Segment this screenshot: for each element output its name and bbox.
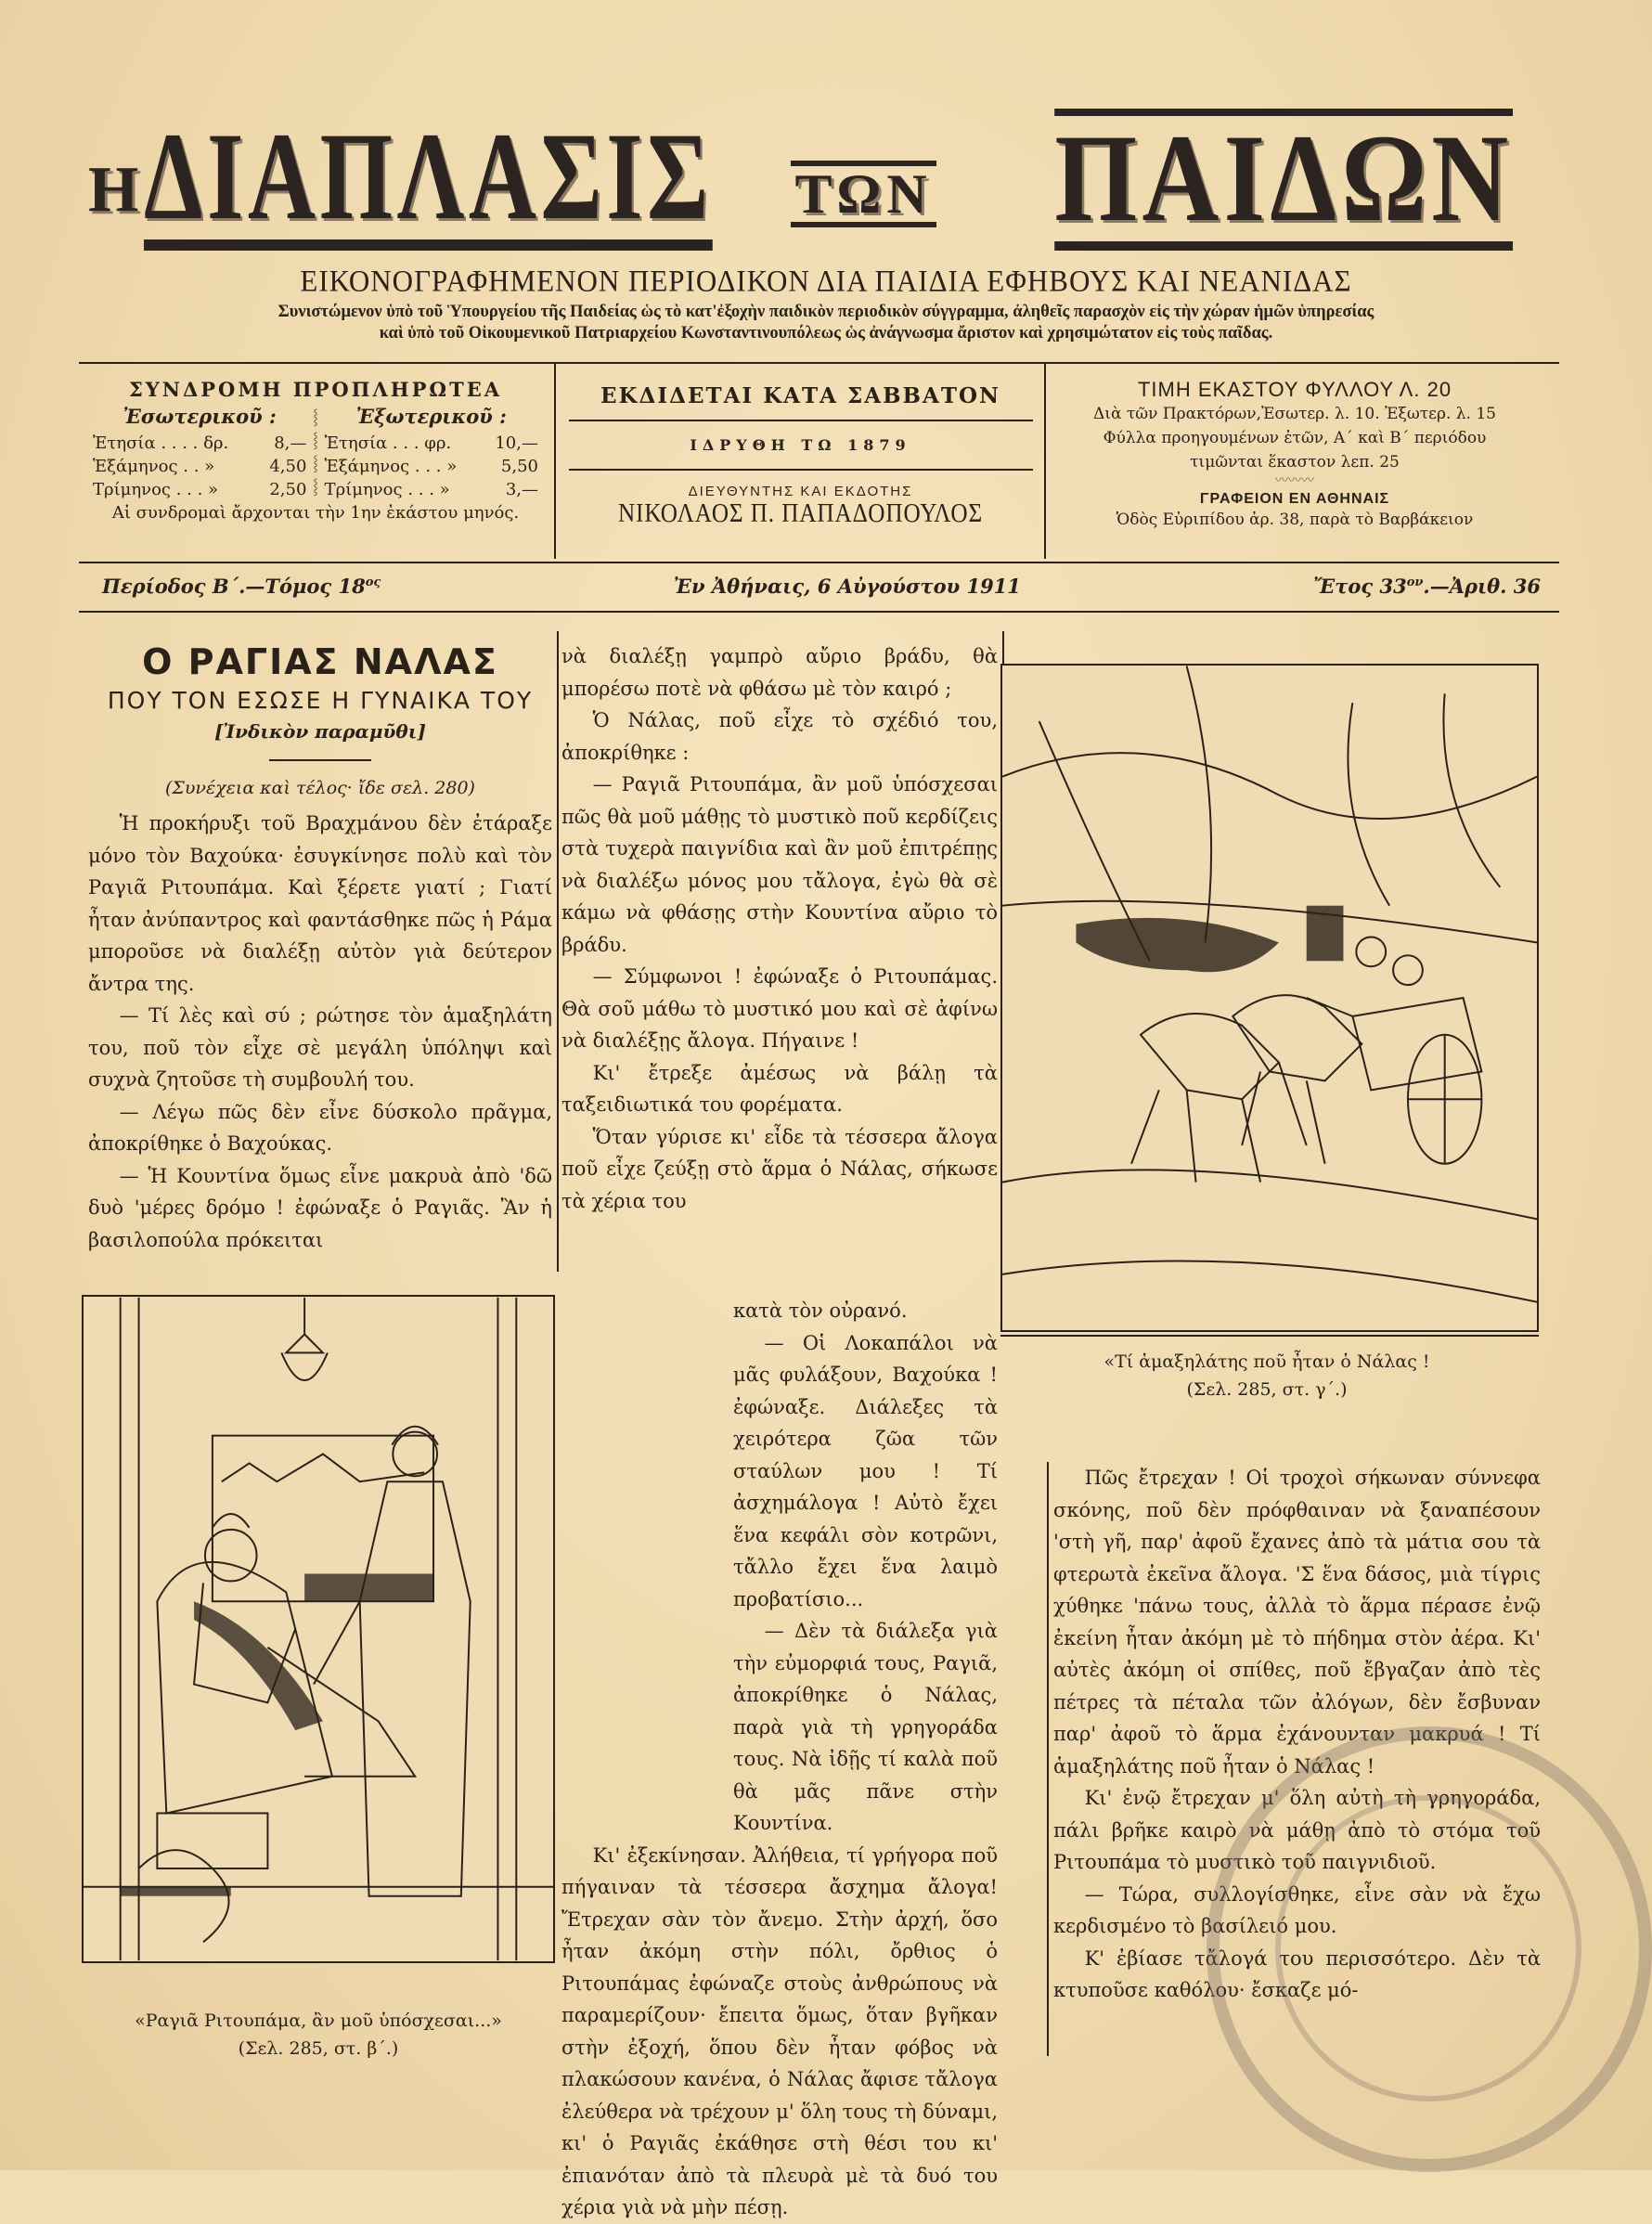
issue-date: Ἐν Ἀθήναις, 6 Αὐγούστου 1911: [673, 574, 1021, 598]
rate-value: 5,50: [500, 457, 538, 476]
illustration-chariot-scene: [1000, 664, 1539, 1332]
rate-label: Ἐτησία . . . φρ.: [324, 433, 452, 453]
rate-row: [325, 455, 538, 478]
foreign-rates: [325, 405, 538, 501]
divider: [1044, 364, 1046, 559]
rate-label: Ἐτησία . . . . δρ.: [93, 433, 229, 453]
rate-label: Τρίμηνος . . . »: [324, 480, 450, 499]
issue-number: Ἔτος $33^{o\nu}.—Ἀ\rho\iota\theta$. 36: [1313, 574, 1541, 598]
rate-value: 3,—: [505, 480, 538, 499]
illustration-palace-scene: [82, 1295, 555, 1963]
paragraph: — Τώρα, συλλογίσθηκε, εἶνε σὰν νὰ ἔχω κερδισμένο τὸ βασίλειό μου.: [1053, 1882, 1541, 1937]
paragraph: — Δὲν τὰ διάλεξα γιὰ τὴν εὐμορφιά τους, Ραγιᾶ, ἀποκρίθηκε ὁ Νάλας, παρὰ γιὰ τὴ γρηγοράδα τους. Νὰ ἰδῇς τί καλὰ ποῦ θὰ μᾶς πᾶνε στὴν Κουντίνα.: [733, 1620, 998, 1834]
rate-row: [325, 432, 538, 455]
paragraph: Κι' ἔτρεξε ἀμέσως νὰ βάλῃ τὰ ταξειδιωτικά του φορέματα.: [561, 1061, 998, 1116]
divider: [269, 759, 371, 761]
article-column-2-continued: [561, 1295, 998, 2224]
paragraph: Κ' ἐβίασε τἄλογά του περισσότερο. Δὲν τὰ κτυποῦσε καθόλου· ἔσκαζε μό-: [1053, 1946, 1541, 2001]
paragraph: — Σύμφωνοι ! ἐφώναξε ὁ Ριτουπάμας. Θὰ σοῦ μάθω τὸ μυστικό μου καὶ σὲ ἀφίνω νὰ διαλέξῃς ἄλογα. Πήγαινε !: [561, 965, 998, 1052]
paragraph: — Λέγω πῶς δὲν εἶνε δύσκολο πρᾶγμα, ἀποκρίθηκε ὁ Βαχούκας.: [88, 1100, 552, 1155]
masthead-subtitle: ΕΙΚΟΝΟΓΡΑΦΗΜΕΝΟΝ ΠΕΡΙΟΔΙΚΟΝ ΔΙΑ ΠΑΙΔΙΑ ΕΦΗΒΟΥΣ ΚΑΙ ΝΕΑΝΙΔΑΣ: [300, 264, 1352, 298]
rate-label: Ἑξάμηνος . . »: [93, 457, 215, 476]
subscription-note: Αἱ συνδρομαὶ ἄρχονται τὴν 1ην ἑκάστου μηνός.: [111, 503, 520, 523]
rate-row: [93, 432, 306, 455]
recommendation-line: καὶ ὑπὸ τοῦ Οἰκουμενικοῦ Πατριαρχείου Κωνσταντινουπόλεως ὡς ἀνάγνωσμα ἄριστον καὶ χρησιμώτατον εἰς τοὺς παῖδας.: [379, 324, 1273, 343]
subscription-box: [84, 367, 548, 552]
price-line: Φύλλα προηγουμένων ἐτῶν, Α΄ καὶ Β΄ περιόδου: [1103, 429, 1487, 447]
rate-label: Τρίμηνος . . . »: [93, 480, 219, 499]
subscription-title: ΣΥΝΔΡΟΜΗ ΠΡΟΠΛΗΡΩΤΕΑ: [128, 378, 503, 401]
rate-row: [325, 478, 538, 501]
rate-value: 4,50: [269, 457, 307, 476]
office-title: ΓΡΑΦΕΙΟΝ ΕΝ ΑΘΗΝΑΙΣ: [1199, 491, 1390, 507]
chariot-engraving: [1002, 666, 1537, 1330]
recommendation-line: Συνιστώμενον ὑπὸ τοῦ Ὑπουργείου τῆς Παιδείας ὡς τὸ κατ'ἐξοχὴν παιδικὸν περιοδικὸν σύγγραμμα, ἀληθεῖς παρασχὸν εἰς τὴν χώραν ἡμῶν ὑπηρεσίας: [277, 303, 1375, 321]
paragraph: κατὰ τὸν οὐρανό.: [733, 1299, 908, 1322]
column-divider: [557, 631, 559, 1272]
paragraph: Ἡ προκήρυξι τοῦ Βραχμάνου δὲν ἐτάραξε μόνο τὸν Βαχούκα· ἐσυγκίνησε πολὺ καὶ τὸν Ραγιᾶ Ριτουπάμα. Καὶ ξέρετε γιατί ; Γιατί ἦταν ἀνύπαντρος καὶ φαντάσθηκε πῶς ἡ Ράμα μποροῦσε νὰ διαλέξῃ αὐτὸν γιὰ δεύτερον ἄντρα της.: [88, 812, 552, 995]
paragraph: νὰ διαλέξῃ γαμπρὸ αὔριο βράδυ, θὰ μπορέσω ποτὲ νὰ φθάσω μὲ τὸν καιρό ;: [561, 645, 998, 700]
masthead-article: Η: [88, 154, 145, 226]
article-title: Ο ΡΑΓΙΑΣ ΝΑΛΑΣ: [142, 641, 498, 682]
divider: [554, 364, 556, 559]
paragraph: — Τί λὲς καὶ σύ ; ρώτησε τὸν ἁμαξηλάτη του, ποῦ τὸν εἶχε σὲ μεγάλη ὑπόληψι καὶ συχνὰ ζητοῦσε τὴ συμβουλή του.: [88, 1004, 552, 1091]
paragraph: Ὅταν γύρισε κι' εἶδε τὰ τέσσερα ἄλογα ποῦ εἶχε ζεύξῃ στὸ ἅρμα ὁ Νάλας, σήκωσε τὰ χέρια του: [561, 1125, 998, 1212]
divider: [1000, 1335, 1539, 1337]
issue-period: Περίοδος Β΄.—Τόμος $18^{o\varsigma}$: [102, 574, 381, 598]
foreign-heading: Ἐξωτερικοῦ :: [355, 405, 507, 428]
recommendation-text: [93, 302, 1559, 344]
price-line: τιμῶνται ἕκαστον λεπ. 25: [1190, 453, 1400, 472]
divider: [79, 562, 1559, 563]
ornament-squiggle: 〰〰〰: [1275, 473, 1314, 488]
article-column-3: [1053, 1462, 1541, 2007]
column-divider: [1047, 1462, 1049, 2056]
article-column-1: [88, 640, 552, 1256]
rate-row: [93, 478, 306, 501]
article-subtitle: ΠΟΥ ΤΟΝ ΕΣΩΣΕ Η ΓΥΝΑΙΚΑ ΤΟΥ: [107, 687, 534, 714]
article-genre: [Ἰνδικὸν παραμῦθι]: [214, 720, 426, 743]
rate-row: [93, 455, 306, 478]
divider: [569, 469, 1033, 471]
masthead: [88, 108, 1513, 251]
price-line: Διὰ τῶν Πρακτόρων,Ἐσωτερ. λ. 10. Ἐξωτερ. λ. 15: [1093, 405, 1496, 423]
paragraph: — Ἡ Κουντίνα ὅμως εἶνε μακρυὰ ἀπὸ 'δῶ δυὸ 'μέρες δρόμο ! ἐφώναξε ὁ Ραγιᾶς. Ἂν ἡ βασιλοπούλα πρόκειται: [88, 1164, 552, 1251]
director-label: ΔΙΕΥΘΥΝΤΗΣ ΚΑΙ ΕΚΔΟΤΗΣ: [688, 484, 913, 499]
caption-reference: (Σελ. 285, στ. β΄.): [238, 2038, 399, 2059]
illustration-caption: [1021, 1348, 1513, 1403]
paragraph: Ὁ Νάλας, ποῦ εἶχε τὸ σχέδιό του, ἀποκρίθηκε :: [561, 709, 998, 764]
publication-box: [561, 367, 1039, 552]
price-title: ΤΙΜΗ ΕΚΑΣΤΟΥ ΦΥΛΛΟΥ Λ. 20: [1137, 378, 1452, 401]
paragraph: Πῶς ἔτρεχαν ! Οἱ τροχοὶ σήκωναν σύννεφα σκόνης, ποῦ δὲν πρόφθαιναν νὰ ξαναπέσουν 'στὴ γῆ, παρ' ἀφοῦ ἔχανες ἀπὸ τὰ μάτια σου τὰ φτερωτὰ ἐκεῖνα ἄλογα. 'Σ ἕνα δάσος, μιὰ τίγρις χύθηκε 'πάνω τους, ἀλλὰ τὸ ἅρμα πέρασε ἐνῷ ἐκείνη ἦταν ἀκόμη μὲ τὸ πήδημα στὸν ἀέρα. Κι' αὐτὲς ἀκόμη οἱ σπίθες, ποῦ ἔβγαζαν ἀπὸ τὲς πέτρες τὰ πέταλα τῶν ἀλόγων, δὲν ἔσβυναν παρ' ἀφοῦ τὸ ἅρμα ἐχάνουνταν μακρυά ! Τί ἁμαξηλάτης ποῦ ἦταν ὁ Νάλας !: [1053, 1467, 1541, 1778]
domestic-heading: Ἐσωτερικοῦ :: [123, 405, 277, 428]
article-column-2: [561, 640, 998, 1217]
palace-engraving: [84, 1297, 553, 1961]
director-name: ΝΙΚΟΛΑΟΣ Π. ΠΑΠΑΔΟΠΟΥΛΟΣ: [617, 499, 984, 528]
divider: [569, 420, 1033, 421]
paragraph: — Ραγιᾶ Ριτουπάμα, ἂν μοῦ ὑπόσχεσαι πῶς θὰ μοῦ μάθῃς τὸ μυστικὸ ποῦ κερδίζεις στὰ τυχερὰ παιγνίδια καὶ ἂν μοῦ ἐπιτρέπῃς νὰ διαλέξω μόνος μου τἄλογα, ἐγὼ θὰ σὲ κάμω νὰ φθάσῃς στὴν Κουντίνα αὔριο τὸ βράδυ.: [561, 773, 998, 956]
domestic-rates: [93, 405, 306, 501]
publication-schedule: ΕΚΔΙΔΕΤΑΙ ΚΑΤΑ ΣΑΒΒΑΤΟΝ: [600, 383, 1001, 408]
rate-value: 10,—: [495, 433, 538, 453]
paragraph: — Οἱ Λοκαπάλοι νὰ μᾶς φυλάξουν, Βαχούκα ! ἐφώναξε. Διάλεξες τὰ χειρότερα ζῶα τῶν σταύλων μου ! Τί ἀσχημάλογα ! Αὐτὸ ἔχει ἕνα κεφάλι σὸν κοτρῶνι, τἄλλο ἔχει ἕνα λαιμὸ προβατίσιο...: [733, 1331, 998, 1610]
founded-year: ΙΔΡΥΘΗ ΤΩ 1879: [690, 436, 911, 454]
rate-value: 8,—: [274, 433, 307, 453]
illustration-caption: [82, 2007, 555, 2062]
masthead-title-ton: ΤΩΝ: [791, 161, 936, 227]
paragraph: Κι' ἐνῷ ἔτρεχαν μ' ὅλη αὐτὴ τὴ γρηγοράδα, πάλι βρῆκε καιρὸ νὰ μάθῃ ἀπὸ τὸ στόμα τοῦ Ριτουπάμα τὸ μυστικὸ τοῦ παιγνιδιοῦ.: [1053, 1787, 1541, 1873]
divider: [79, 611, 1559, 613]
rate-label: Ἑξάμηνος . . . »: [324, 457, 458, 476]
caption-quote: «Ραγιᾶ Ριτουπάμα, ἂν μοῦ ὑπόσχεσαι...»: [135, 2011, 502, 2031]
masthead-title-paidon: ΠΑΙΔΩΝ: [1054, 109, 1513, 251]
caption-reference: (Σελ. 285, στ. γ΄.): [1186, 1379, 1348, 1400]
article-continuation-note: (Συνέχεια καὶ τέλος· ἴδε σελ. 280): [165, 778, 475, 798]
office-address: Ὁδὸς Εὐριπίδου ἀρ. 38, παρὰ τὸ Βαρβάκειον: [1116, 511, 1474, 529]
divider: [79, 362, 1559, 364]
dateline: [102, 570, 1541, 601]
caption-quote: «Τί ἁμαξηλάτης ποῦ ἦταν ὁ Νάλας !: [1103, 1351, 1430, 1372]
wavy-divider: ⸾ ⸾ ⸾ ⸾: [313, 407, 318, 495]
paragraph: Κι' ἐξεκίνησαν. Ἀλήθεια, τί γρήγορα ποῦ πήγαιναν τὰ τέσσερα ἄσχημα ἄλογα! Ἔτρεχαν σὰν τὸν ἄνεμο. Στὴν ἀρχή, ὅσο ἦταν ἀκόμη στὴν πόλι, ὄρθιος ὁ Ριτουπάμας ἐφώναζε στοὺς ἀνθρώπους νὰ παραμερίζουν· ἔπειτα ὅμως, ὅταν βγῆκαν στὴν ἐξοχή, ὅπου δὲν ἦταν φόβος νὰ πλακώσουν κανένα, ὁ Νάλας ἄφισε τἄλογα ἐλεύθερα νὰ τρέχουν μ' ὅλη τους τὴ δύναμι, κι' ὁ Ραγιᾶς ἐκάθησε στὴ θέσι του κι' ἐπιανόταν ἀπὸ τὰ πλευρὰ μὲ τὰ δυό του χέρια γιὰ νὰ μὴν πέσῃ.: [561, 1843, 998, 2218]
rate-value: 2,50: [269, 480, 307, 499]
pricing-box: [1049, 367, 1541, 552]
masthead-title-diaplasis: ΔΙΑΠΛΑΣΙΣ: [144, 114, 713, 251]
